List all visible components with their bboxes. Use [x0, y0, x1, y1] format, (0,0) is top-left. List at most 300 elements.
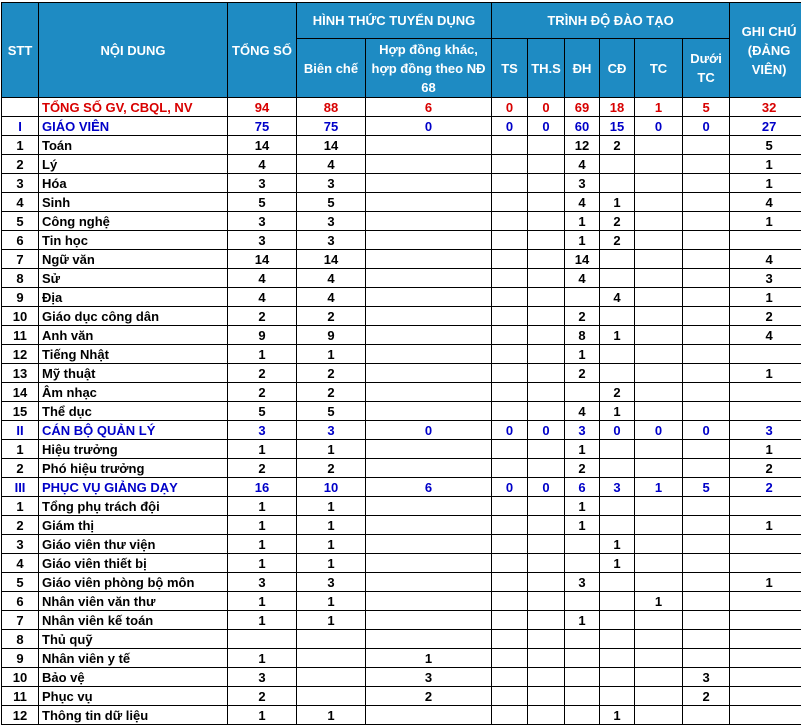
cell-tc [635, 630, 683, 649]
cell-ts [492, 573, 528, 592]
cell-dh: 2 [565, 364, 600, 383]
cell-ts [492, 402, 528, 421]
cell-noi-dung: Tiếng Nhật [39, 345, 228, 364]
cell-ths [528, 402, 565, 421]
cell-tc [635, 554, 683, 573]
table-row [2, 345, 801, 364]
cell-dh: 12 [565, 136, 600, 155]
cell-hop-dong [366, 611, 492, 630]
cell-tc [635, 136, 683, 155]
cell-tong-so: 3 [228, 668, 297, 687]
cell-ts [492, 706, 528, 725]
cell-ghi-chu: 1 [730, 288, 801, 307]
table-row [2, 212, 801, 231]
cell-dh [565, 630, 600, 649]
cell-ths [528, 668, 565, 687]
table-header [2, 3, 801, 98]
cell-dh: 1 [565, 611, 600, 630]
cell-tc [635, 687, 683, 706]
table-row [2, 326, 801, 345]
cell-tong-so: 94 [228, 98, 297, 117]
cell-cd [600, 611, 635, 630]
cell-cd [600, 364, 635, 383]
cell-ts [492, 136, 528, 155]
cell-ts [492, 497, 528, 516]
cell-duoi-tc [683, 288, 730, 307]
cell-dh: 3 [565, 421, 600, 440]
cell-hop-dong: 6 [366, 478, 492, 497]
cell-cd [600, 516, 635, 535]
cell-duoi-tc [683, 649, 730, 668]
cell-ts [492, 231, 528, 250]
cell-hop-dong [366, 554, 492, 573]
cell-bien-che [297, 668, 366, 687]
cell-ths [528, 706, 565, 725]
cell-tc [635, 269, 683, 288]
cell-duoi-tc [683, 193, 730, 212]
cell-tc [635, 402, 683, 421]
cell-ts [492, 687, 528, 706]
cell-duoi-tc: 2 [683, 687, 730, 706]
cell-tc [635, 155, 683, 174]
cell-hop-dong [366, 212, 492, 231]
cell-ths [528, 535, 565, 554]
cell-duoi-tc [683, 573, 730, 592]
cell-hop-dong [366, 288, 492, 307]
cell-stt: II [2, 421, 39, 440]
table-row [2, 706, 801, 725]
header-noi-dung: NỘI DUNG [39, 3, 228, 98]
cell-hop-dong [366, 231, 492, 250]
header-tong-so: TỔNG SỐ [228, 3, 297, 98]
cell-ghi-chu: 4 [730, 193, 801, 212]
cell-dh [565, 288, 600, 307]
cell-duoi-tc [683, 630, 730, 649]
table-row [2, 193, 801, 212]
cell-tong-so [228, 630, 297, 649]
cell-tong-so: 2 [228, 383, 297, 402]
cell-ths [528, 573, 565, 592]
cell-duoi-tc: 5 [683, 98, 730, 117]
table-row [2, 288, 801, 307]
cell-ths: 0 [528, 478, 565, 497]
cell-duoi-tc [683, 136, 730, 155]
cell-dh [565, 649, 600, 668]
cell-noi-dung: Công nghệ [39, 212, 228, 231]
cell-noi-dung: Toán [39, 136, 228, 155]
cell-cd [600, 687, 635, 706]
cell-ths [528, 459, 565, 478]
cell-ths [528, 687, 565, 706]
cell-tong-so: 3 [228, 421, 297, 440]
cell-cd [600, 668, 635, 687]
cell-ghi-chu [730, 345, 801, 364]
cell-stt: 10 [2, 307, 39, 326]
cell-hop-dong [366, 269, 492, 288]
cell-bien-che: 5 [297, 402, 366, 421]
cell-cd [600, 459, 635, 478]
cell-stt: 13 [2, 364, 39, 383]
cell-bien-che: 1 [297, 611, 366, 630]
cell-ths [528, 649, 565, 668]
cell-tong-so: 1 [228, 649, 297, 668]
cell-hop-dong [366, 250, 492, 269]
cell-cd: 1 [600, 554, 635, 573]
cell-noi-dung: Ngữ văn [39, 250, 228, 269]
cell-cd [600, 250, 635, 269]
table-row [2, 554, 801, 573]
cell-ths: 0 [528, 117, 565, 136]
table-row [2, 630, 801, 649]
cell-ghi-chu: 4 [730, 326, 801, 345]
cell-tong-so: 3 [228, 212, 297, 231]
cell-bien-che: 3 [297, 231, 366, 250]
cell-ts [492, 383, 528, 402]
cell-bien-che: 10 [297, 478, 366, 497]
cell-ths [528, 326, 565, 345]
cell-cd: 15 [600, 117, 635, 136]
cell-ts [492, 174, 528, 193]
cell-dh [565, 554, 600, 573]
cell-hop-dong: 0 [366, 421, 492, 440]
cell-stt: 3 [2, 535, 39, 554]
cell-tong-so: 1 [228, 706, 297, 725]
cell-cd: 2 [600, 383, 635, 402]
cell-tc: 0 [635, 117, 683, 136]
cell-noi-dung: Hiệu trưởng [39, 440, 228, 459]
cell-tong-so: 1 [228, 592, 297, 611]
cell-noi-dung: Giáo viên phòng bộ môn [39, 573, 228, 592]
cell-ghi-chu: 3 [730, 421, 801, 440]
cell-tong-so: 1 [228, 440, 297, 459]
cell-ts [492, 155, 528, 174]
cell-hop-dong [366, 573, 492, 592]
cell-stt: III [2, 478, 39, 497]
cell-dh [565, 668, 600, 687]
cell-stt: 1 [2, 497, 39, 516]
cell-cd [600, 307, 635, 326]
cell-noi-dung: Thông tin dữ liệu [39, 706, 228, 725]
cell-ts [492, 269, 528, 288]
cell-stt: 9 [2, 649, 39, 668]
header-ghi-chu: GHI CHÚ (ĐẢNG VIÊN) [730, 3, 801, 98]
table-row [2, 459, 801, 478]
cell-duoi-tc [683, 592, 730, 611]
cell-bien-che: 2 [297, 383, 366, 402]
cell-ts [492, 345, 528, 364]
total-row [2, 98, 801, 117]
cell-ths [528, 212, 565, 231]
header-dh: ĐH [565, 39, 600, 98]
cell-tc [635, 535, 683, 554]
cell-stt: 2 [2, 459, 39, 478]
header-hinh-thuc-tuyen-dung: HÌNH THỨC TUYỂN DỤNG [297, 3, 492, 39]
cell-duoi-tc [683, 497, 730, 516]
cell-cd [600, 592, 635, 611]
cell-ths [528, 231, 565, 250]
cell-bien-che: 75 [297, 117, 366, 136]
cell-bien-che: 14 [297, 136, 366, 155]
cell-duoi-tc [683, 212, 730, 231]
cell-ghi-chu [730, 630, 801, 649]
table-row [2, 668, 801, 687]
cell-ts [492, 649, 528, 668]
cell-cd: 1 [600, 706, 635, 725]
cell-cd: 1 [600, 193, 635, 212]
cell-cd [600, 345, 635, 364]
cell-tong-so: 1 [228, 611, 297, 630]
cell-duoi-tc [683, 535, 730, 554]
cell-hop-dong [366, 307, 492, 326]
cell-ghi-chu: 1 [730, 573, 801, 592]
cell-ths [528, 307, 565, 326]
cell-duoi-tc [683, 402, 730, 421]
cell-tong-so: 16 [228, 478, 297, 497]
cell-stt: 8 [2, 269, 39, 288]
cell-ts [492, 516, 528, 535]
cell-cd [600, 440, 635, 459]
cell-tc [635, 212, 683, 231]
cell-ths [528, 383, 565, 402]
cell-ghi-chu: 1 [730, 364, 801, 383]
cell-duoi-tc [683, 231, 730, 250]
cell-cd: 2 [600, 136, 635, 155]
table-row [2, 440, 801, 459]
table-row [2, 402, 801, 421]
cell-stt: 11 [2, 326, 39, 345]
cell-dh: 2 [565, 459, 600, 478]
cell-ts [492, 440, 528, 459]
header-stt: STT [2, 3, 39, 98]
cell-stt [2, 98, 39, 117]
cell-ts [492, 212, 528, 231]
cell-noi-dung: Anh văn [39, 326, 228, 345]
cell-ghi-chu [730, 706, 801, 725]
cell-noi-dung: Giáo dục công dân [39, 307, 228, 326]
cell-bien-che: 5 [297, 193, 366, 212]
table-row [2, 535, 801, 554]
cell-ts [492, 611, 528, 630]
cell-bien-che: 4 [297, 155, 366, 174]
cell-bien-che: 2 [297, 459, 366, 478]
table-row [2, 592, 801, 611]
cell-tc [635, 288, 683, 307]
cell-bien-che: 9 [297, 326, 366, 345]
cell-stt: 12 [2, 345, 39, 364]
cell-tc [635, 231, 683, 250]
header-ths: TH.S [528, 39, 565, 98]
cell-cd: 2 [600, 231, 635, 250]
cell-tc [635, 497, 683, 516]
cell-ghi-chu: 1 [730, 516, 801, 535]
cell-tong-so: 2 [228, 307, 297, 326]
cell-cd: 1 [600, 535, 635, 554]
cell-hop-dong [366, 174, 492, 193]
cell-tc [635, 326, 683, 345]
cell-ghi-chu [730, 592, 801, 611]
table-row [2, 649, 801, 668]
cell-ths [528, 497, 565, 516]
cell-bien-che: 1 [297, 440, 366, 459]
cell-tc [635, 516, 683, 535]
cell-tc [635, 250, 683, 269]
cell-tong-so: 5 [228, 193, 297, 212]
cell-ghi-chu [730, 402, 801, 421]
cell-hop-dong [366, 326, 492, 345]
cell-ts [492, 554, 528, 573]
cell-ghi-chu: 1 [730, 440, 801, 459]
cell-noi-dung: Phó hiệu trưởng [39, 459, 228, 478]
cell-ghi-chu [730, 497, 801, 516]
cell-bien-che: 2 [297, 364, 366, 383]
cell-ghi-chu: 4 [730, 250, 801, 269]
cell-duoi-tc [683, 554, 730, 573]
cell-ths [528, 364, 565, 383]
cell-stt: 2 [2, 516, 39, 535]
cell-ts [492, 326, 528, 345]
cell-ths [528, 611, 565, 630]
cell-tc [635, 364, 683, 383]
cell-duoi-tc [683, 269, 730, 288]
table-row [2, 497, 801, 516]
cell-dh [565, 706, 600, 725]
cell-dh: 4 [565, 193, 600, 212]
cell-hop-dong [366, 402, 492, 421]
cell-dh: 1 [565, 212, 600, 231]
cell-cd: 3 [600, 478, 635, 497]
cell-tc [635, 706, 683, 725]
cell-dh: 4 [565, 155, 600, 174]
cell-bien-che: 4 [297, 269, 366, 288]
header-cd: CĐ [600, 39, 635, 98]
cell-bien-che: 4 [297, 288, 366, 307]
cell-ts [492, 459, 528, 478]
cell-duoi-tc [683, 516, 730, 535]
cell-bien-che: 1 [297, 706, 366, 725]
cell-ghi-chu: 5 [730, 136, 801, 155]
cell-cd [600, 174, 635, 193]
cell-dh: 8 [565, 326, 600, 345]
cell-stt: 9 [2, 288, 39, 307]
cell-noi-dung: Lý [39, 155, 228, 174]
cell-duoi-tc [683, 345, 730, 364]
cell-noi-dung: Tổng phụ trách đội [39, 497, 228, 516]
cell-dh: 1 [565, 497, 600, 516]
cell-duoi-tc [683, 155, 730, 174]
cell-ths [528, 630, 565, 649]
cell-tong-so: 1 [228, 535, 297, 554]
cell-ths [528, 136, 565, 155]
cell-tong-so: 4 [228, 269, 297, 288]
header-bien-che: Biên chế [297, 39, 366, 98]
cell-bien-che: 1 [297, 592, 366, 611]
cell-duoi-tc [683, 440, 730, 459]
cell-tc [635, 573, 683, 592]
cell-hop-dong [366, 345, 492, 364]
cell-ts [492, 193, 528, 212]
cell-bien-che: 1 [297, 497, 366, 516]
cell-tong-so: 9 [228, 326, 297, 345]
cell-hop-dong: 6 [366, 98, 492, 117]
cell-noi-dung: GIÁO VIÊN [39, 117, 228, 136]
cell-ths: 0 [528, 98, 565, 117]
cell-ts [492, 250, 528, 269]
cell-ghi-chu: 2 [730, 307, 801, 326]
cell-stt: 5 [2, 212, 39, 231]
cell-duoi-tc [683, 307, 730, 326]
cell-ths [528, 155, 565, 174]
table-row [2, 250, 801, 269]
cell-duoi-tc [683, 326, 730, 345]
cell-cd: 1 [600, 326, 635, 345]
cell-tong-so: 3 [228, 231, 297, 250]
cell-ghi-chu: 2 [730, 478, 801, 497]
cell-tc: 1 [635, 478, 683, 497]
cell-bien-che: 3 [297, 573, 366, 592]
cell-dh: 1 [565, 345, 600, 364]
table-row [2, 573, 801, 592]
header-duoi-tc: Dưới TC [683, 39, 730, 98]
cell-tong-so: 2 [228, 459, 297, 478]
cell-ts: 0 [492, 421, 528, 440]
cell-noi-dung: Nhân viên kế toán [39, 611, 228, 630]
cell-tc [635, 193, 683, 212]
cell-hop-dong [366, 630, 492, 649]
cell-hop-dong [366, 155, 492, 174]
cell-cd [600, 497, 635, 516]
cell-bien-che: 88 [297, 98, 366, 117]
cell-stt: 11 [2, 687, 39, 706]
cell-duoi-tc [683, 250, 730, 269]
cell-bien-che: 1 [297, 516, 366, 535]
cell-dh [565, 383, 600, 402]
cell-noi-dung: Phục vụ [39, 687, 228, 706]
cell-tc: 1 [635, 592, 683, 611]
cell-ths [528, 345, 565, 364]
cell-hop-dong [366, 383, 492, 402]
cell-tc [635, 459, 683, 478]
cell-ghi-chu [730, 668, 801, 687]
cell-ts [492, 630, 528, 649]
cell-noi-dung: TỔNG SỐ GV, CBQL, NV [39, 98, 228, 117]
cell-stt: 12 [2, 706, 39, 725]
cell-tong-so: 14 [228, 250, 297, 269]
cell-tong-so: 1 [228, 554, 297, 573]
cell-ts [492, 592, 528, 611]
cell-stt: 14 [2, 383, 39, 402]
cell-cd [600, 269, 635, 288]
section-row [2, 478, 801, 497]
cell-ghi-chu: 3 [730, 269, 801, 288]
cell-bien-che: 2 [297, 307, 366, 326]
table-row [2, 687, 801, 706]
cell-noi-dung: Nhân viên văn thư [39, 592, 228, 611]
cell-stt: 1 [2, 136, 39, 155]
cell-tc [635, 174, 683, 193]
cell-cd: 18 [600, 98, 635, 117]
cell-noi-dung: Hóa [39, 174, 228, 193]
cell-hop-dong [366, 459, 492, 478]
cell-stt: 8 [2, 630, 39, 649]
cell-tong-so: 2 [228, 687, 297, 706]
cell-stt: 4 [2, 193, 39, 212]
cell-hop-dong [366, 364, 492, 383]
cell-hop-dong [366, 136, 492, 155]
cell-noi-dung: Giáo viên thư viện [39, 535, 228, 554]
cell-cd: 2 [600, 212, 635, 231]
cell-dh: 69 [565, 98, 600, 117]
table-body [2, 98, 801, 725]
